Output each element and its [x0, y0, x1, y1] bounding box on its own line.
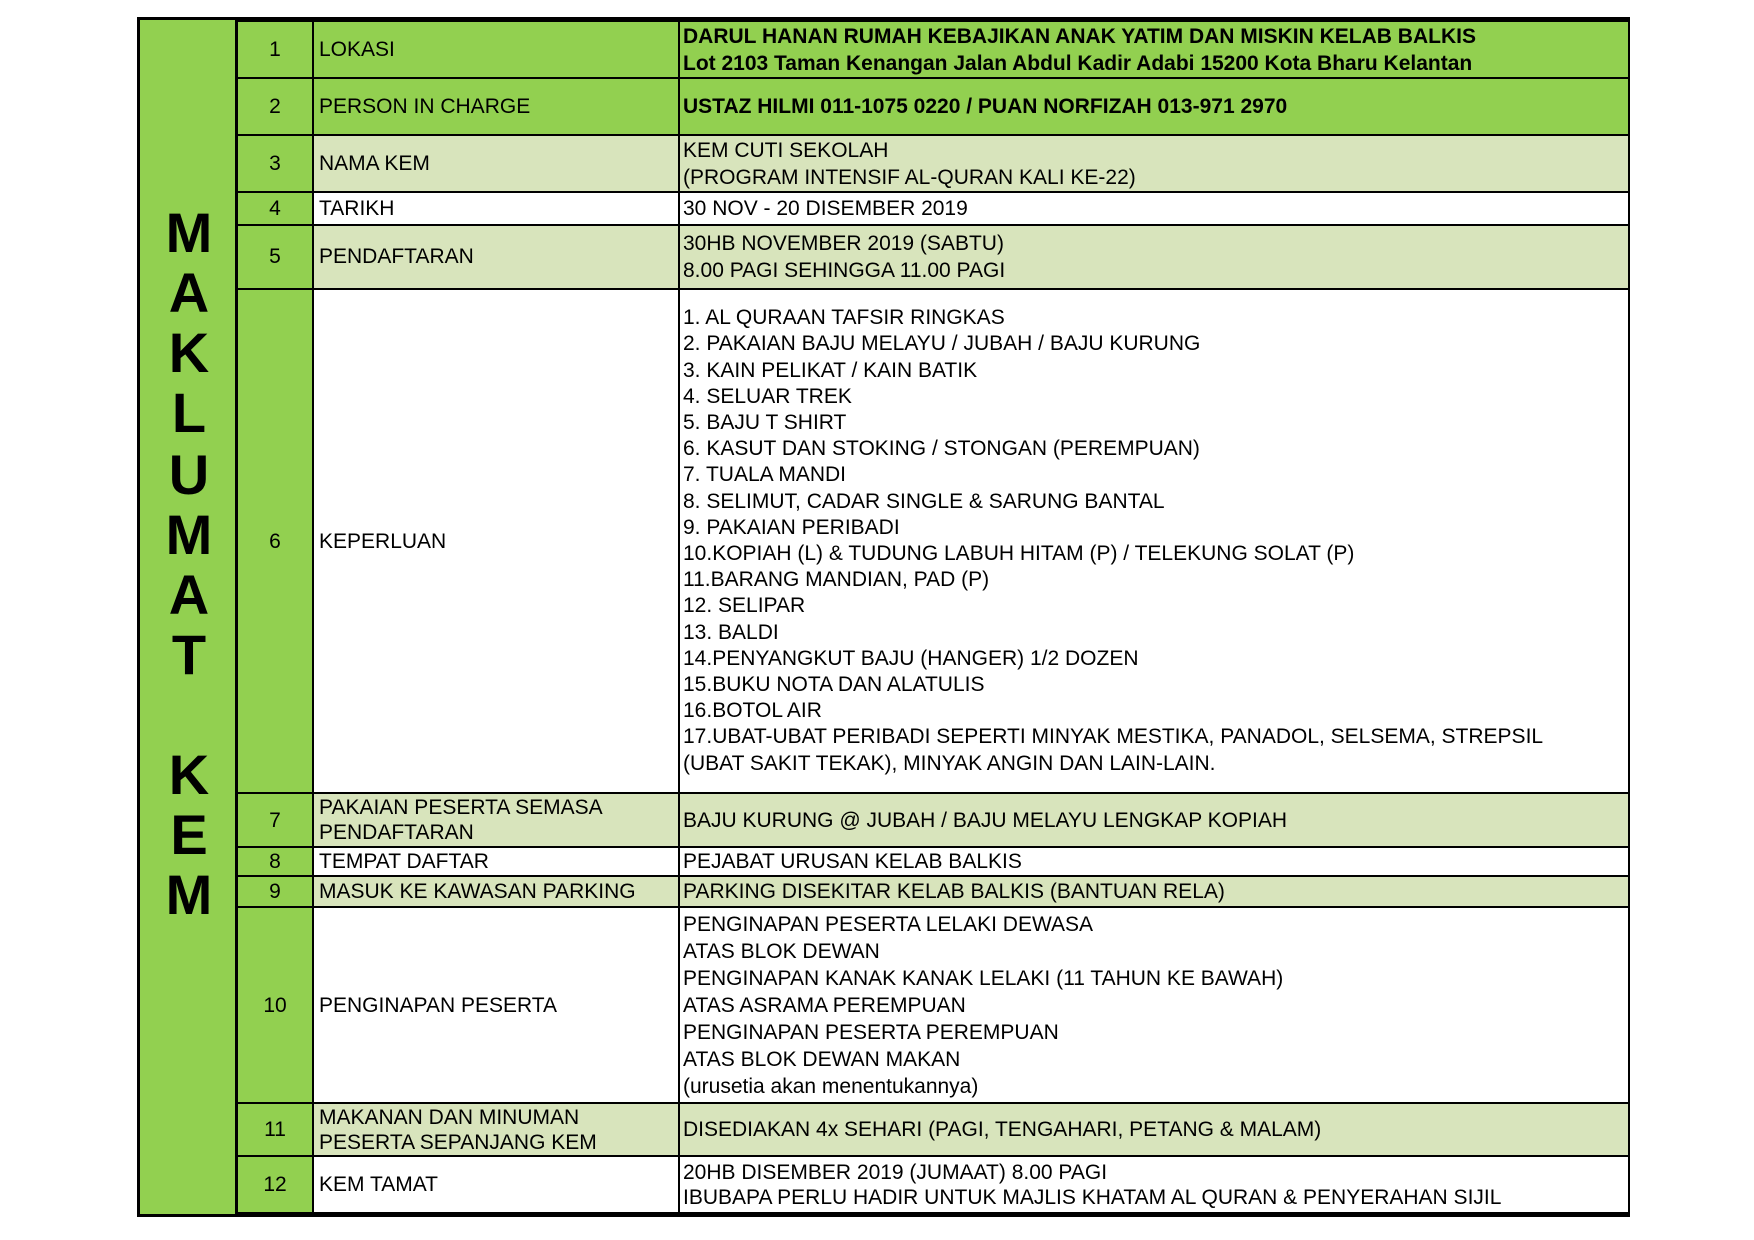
row-label: MASUK KE KAWASAN PARKING — [313, 876, 679, 907]
row-number: 9 — [238, 876, 313, 907]
info-sheet — [137, 17, 1630, 1217]
row-number: 6 — [238, 289, 313, 794]
table-row — [238, 876, 1629, 907]
value-line: PENGINAPAN PESERTA PEREMPUAN — [683, 1020, 1059, 1044]
value-line: 8.00 PAGI SEHINGGA 11.00 PAGI — [683, 258, 1006, 282]
value-line: (PROGRAM INTENSIF AL-QURAN KALI KE-22) — [683, 165, 1136, 189]
value-line: ATAS BLOK DEWAN MAKAN — [683, 1047, 961, 1071]
row-number: 8 — [238, 847, 313, 877]
row-value — [679, 21, 1629, 78]
table-row — [238, 289, 1629, 794]
row-number: 4 — [238, 192, 313, 225]
list-item: 7. TUALA MANDI — [683, 463, 846, 487]
label-line: PAKAIAN PESERTA SEMASA — [319, 796, 603, 820]
value-line: PARKING DISEKITAR KELAB BALKIS (BANTUAN RELA) — [683, 880, 1225, 904]
row-number: 7 — [238, 793, 313, 846]
side-title-letter: M — [165, 863, 213, 926]
row-value — [679, 225, 1629, 289]
list-item: 10.KOPIAH (L) & TUDUNG LABUH HITAM (P) / TELEKUNG SOLAT (P) — [683, 542, 1355, 566]
row-number: 3 — [238, 135, 313, 192]
value-line: USTAZ HILMI 011-1075 0220 / PUAN NORFIZAH 013-971 2970 — [683, 95, 1288, 119]
label-line: MAKANAN DAN MINUMAN — [319, 1105, 580, 1129]
value-line: Lot 2103 Taman Kenangan Jalan Abdul Kadir Adabi 15200 Kota Bharu Kelantan — [683, 51, 1473, 75]
side-title-letter: U — [168, 443, 210, 506]
row-value — [679, 876, 1629, 907]
row-value — [679, 289, 1629, 794]
list-item: 5. BAJU T SHIRT — [683, 411, 847, 435]
list-item: 12. SELIPAR — [683, 594, 806, 618]
list-item: 14.PENYANGKUT BAJU (HANGER) 1/2 DOZEN — [683, 646, 1139, 670]
row-label: PENGINAPAN PESERTA — [313, 907, 679, 1103]
side-title-letter: M — [165, 503, 213, 566]
row-number: 1 — [238, 21, 313, 78]
side-title-letter: K — [168, 321, 210, 384]
row-label — [313, 793, 679, 846]
row-value — [679, 907, 1629, 1103]
side-title-letter: E — [170, 803, 208, 866]
table-row — [238, 78, 1629, 134]
list-item: 16.BOTOL AIR — [683, 699, 822, 723]
row-label — [313, 1103, 679, 1156]
list-item: 2. PAKAIAN BAJU MELAYU / JUBAH / BAJU KURUNG — [683, 332, 1201, 356]
side-title-letter: M — [165, 201, 213, 264]
table-row — [238, 793, 1629, 846]
table-row — [238, 847, 1629, 877]
list-item: 17.UBAT-UBAT PERIBADI SEPERTI MINYAK MESTIKA, PANADOL, SELSEMA, STREPSIL — [683, 725, 1544, 749]
list-item: 3. KAIN PELIKAT / KAIN BATIK — [683, 358, 978, 382]
row-label: TARIKH — [313, 192, 679, 225]
list-item: 4. SELUAR TREK — [683, 384, 852, 408]
row-value — [679, 192, 1629, 225]
row-value — [679, 847, 1629, 877]
list-item: (UBAT SAKIT TEKAK), MINYAK ANGIN DAN LAIN-LAIN. — [683, 751, 1216, 775]
value-line: ATAS ASRAMA PEREMPUAN — [683, 993, 966, 1017]
row-number: 12 — [238, 1156, 313, 1213]
list-item: 15.BUKU NOTA DAN ALATULIS — [683, 673, 985, 697]
list-item: 6. KASUT DAN STOKING / STONGAN (PEREMPUAN) — [683, 437, 1200, 461]
side-title-letter: A — [168, 563, 210, 626]
row-label: PENDAFTARAN — [313, 225, 679, 289]
list-item: 1. AL QURAAN TAFSIR RINGKAS — [683, 306, 1005, 330]
side-title-letter: L — [171, 381, 207, 444]
table-row — [238, 1156, 1629, 1213]
label-line: PESERTA SEPANJANG KEM — [319, 1130, 597, 1154]
value-line: PEJABAT URUSAN KELAB BALKIS — [683, 850, 1022, 874]
row-value — [679, 793, 1629, 846]
row-value — [679, 135, 1629, 192]
row-label: NAMA KEM — [313, 135, 679, 192]
row-label: KEPERLUAN — [313, 289, 679, 794]
row-number: 2 — [238, 78, 313, 134]
value-line: 20HB DISEMBER 2019 (JUMAAT) 8.00 PAGI — [683, 1160, 1108, 1184]
row-value — [679, 78, 1629, 134]
value-line: 30HB NOVEMBER 2019 (SABTU) — [683, 231, 1004, 255]
list-item: 9. PAKAIAN PERIBADI — [683, 515, 900, 539]
row-value — [679, 1156, 1629, 1213]
table-row — [238, 135, 1629, 192]
table-row — [238, 907, 1629, 1103]
value-line: ATAS BLOK DEWAN — [683, 939, 880, 963]
row-value — [679, 1103, 1629, 1156]
row-number: 10 — [238, 907, 313, 1103]
row-label: TEMPAT DAFTAR — [313, 847, 679, 877]
row-label: PERSON IN CHARGE — [313, 78, 679, 134]
side-title-letter: A — [168, 261, 210, 324]
side-title-letter: T — [171, 623, 207, 686]
list-item: 11.BARANG MANDIAN, PAD (P) — [683, 568, 990, 592]
row-number: 11 — [238, 1103, 313, 1156]
table-row — [238, 192, 1629, 225]
table-row — [238, 1103, 1629, 1156]
value-line: (urusetia akan menentukannya) — [683, 1074, 979, 1098]
side-title-letter: K — [168, 743, 210, 806]
value-line: KEM CUTI SEKOLAH — [683, 138, 889, 162]
value-line: PENGINAPAN PESERTA LELAKI DEWASA — [683, 912, 1094, 936]
value-line: PENGINAPAN KANAK KANAK LELAKI (11 TAHUN KE BAWAH) — [683, 966, 1284, 990]
list-item: 8. SELIMUT, CADAR SINGLE & SARUNG BANTAL — [683, 489, 1165, 513]
side-title-column — [140, 20, 238, 1214]
table-row — [238, 21, 1629, 78]
value-line: BAJU KURUNG @ JUBAH / BAJU MELAYU LENGKAP KOPIAH — [683, 808, 1288, 832]
row-number: 5 — [238, 225, 313, 289]
list-item: 13. BALDI — [683, 620, 779, 644]
row-label: LOKASI — [313, 21, 679, 78]
value-line: DISEDIAKAN 4x SEHARI (PAGI, TENGAHARI, PETANG & MALAM) — [683, 1118, 1322, 1142]
info-table — [238, 20, 1630, 1214]
value-line: DARUL HANAN RUMAH KEBAJIKAN ANAK YATIM DAN MISKIN KELAB BALKIS — [683, 24, 1476, 48]
table-row — [238, 225, 1629, 289]
value-line: 30 NOV - 20 DISEMBER 2019 — [683, 197, 968, 221]
row-label: KEM TAMAT — [313, 1156, 679, 1213]
label-line: PENDAFTARAN — [319, 821, 474, 845]
value-line: IBUBAPA PERLU HADIR UNTUK MAJLIS KHATAM AL QURAN & PENYERAHAN SIJIL — [683, 1185, 1502, 1209]
